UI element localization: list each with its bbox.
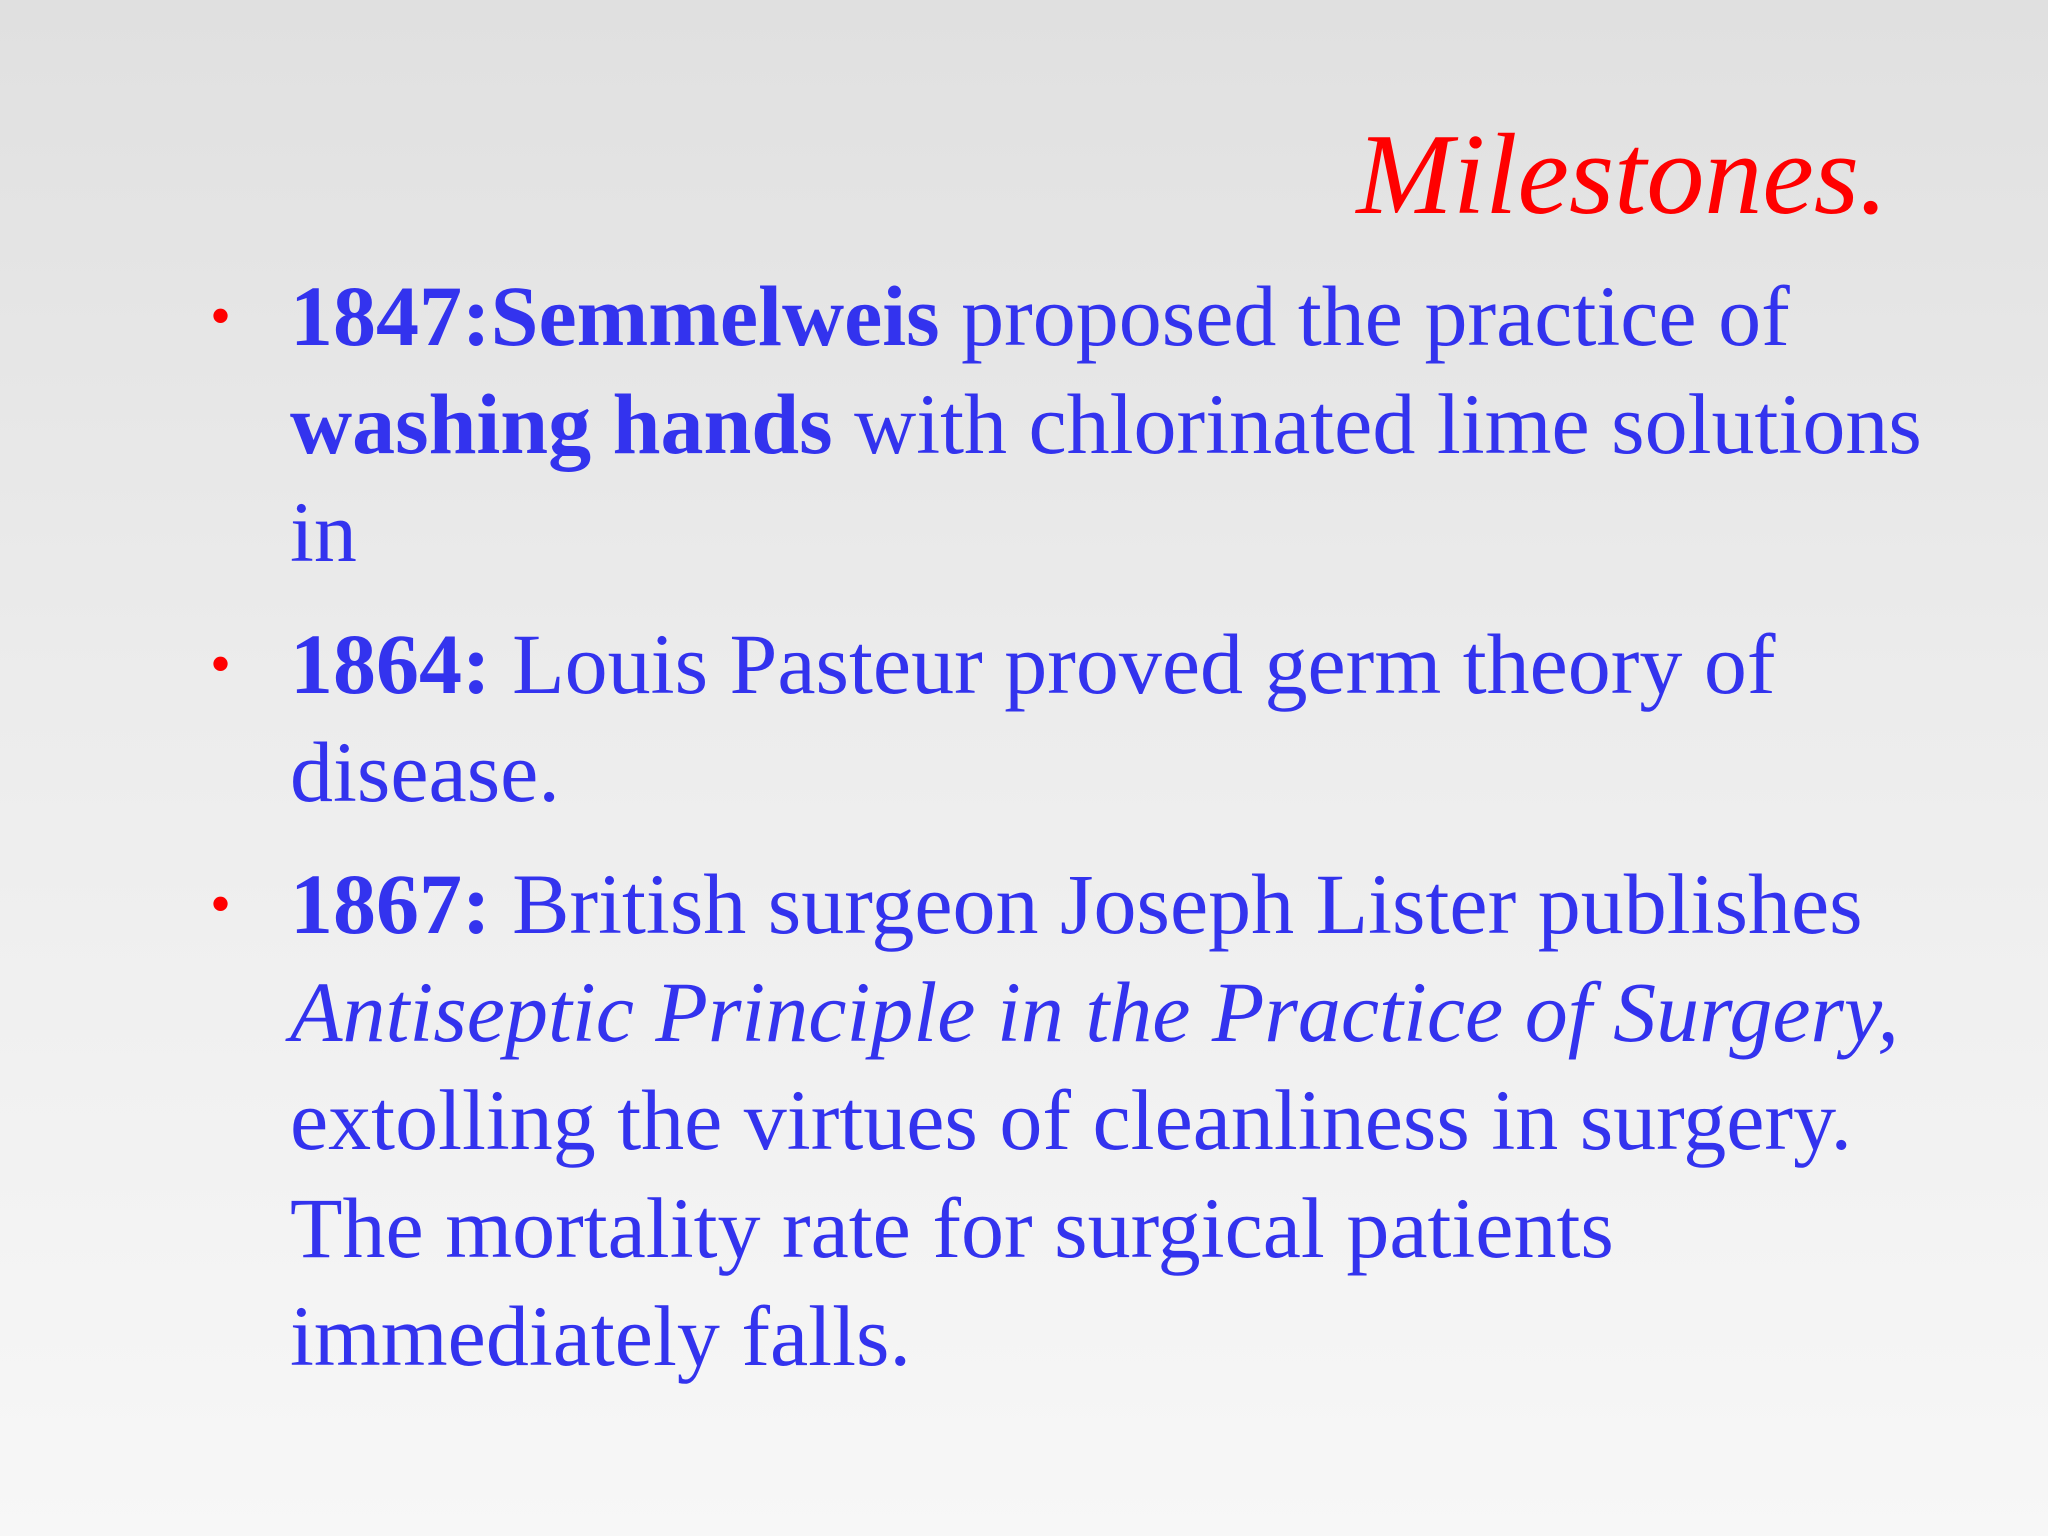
milestone-year: 1867: — [290, 856, 491, 952]
bullet-icon: • — [210, 871, 232, 937]
milestone-text: proposed the practice of — [939, 268, 1790, 364]
milestone-text: British surgeon Joseph Lister publishes — [490, 856, 1863, 952]
book-title: Antiseptic Principle in the Practice of Surgery, — [290, 964, 1899, 1060]
milestone-1847 — [210, 262, 1980, 586]
milestone-text: extolling the virtues of cleanliness in surgery. The mortality rate for surgical patients immediately falls. — [290, 1072, 1852, 1384]
milestone-text: with chlorinated lime solutions in — [290, 376, 1922, 580]
bullet-icon: • — [210, 283, 232, 349]
bullet-icon: • — [210, 631, 232, 697]
milestone-year: 1864: — [290, 616, 491, 712]
slide-title: Milestones. — [1356, 111, 1888, 239]
milestone-1867 — [210, 850, 1980, 1390]
milestone-name: Semmelweis — [490, 268, 940, 364]
milestone-text: Louis Pasteur proved germ theory of disease. — [290, 616, 1776, 820]
milestone-year: 1847: — [290, 268, 491, 364]
milestone-emphasis: washing hands — [290, 376, 833, 472]
milestone-list — [210, 262, 1980, 1414]
milestone-1864 — [210, 610, 1980, 826]
